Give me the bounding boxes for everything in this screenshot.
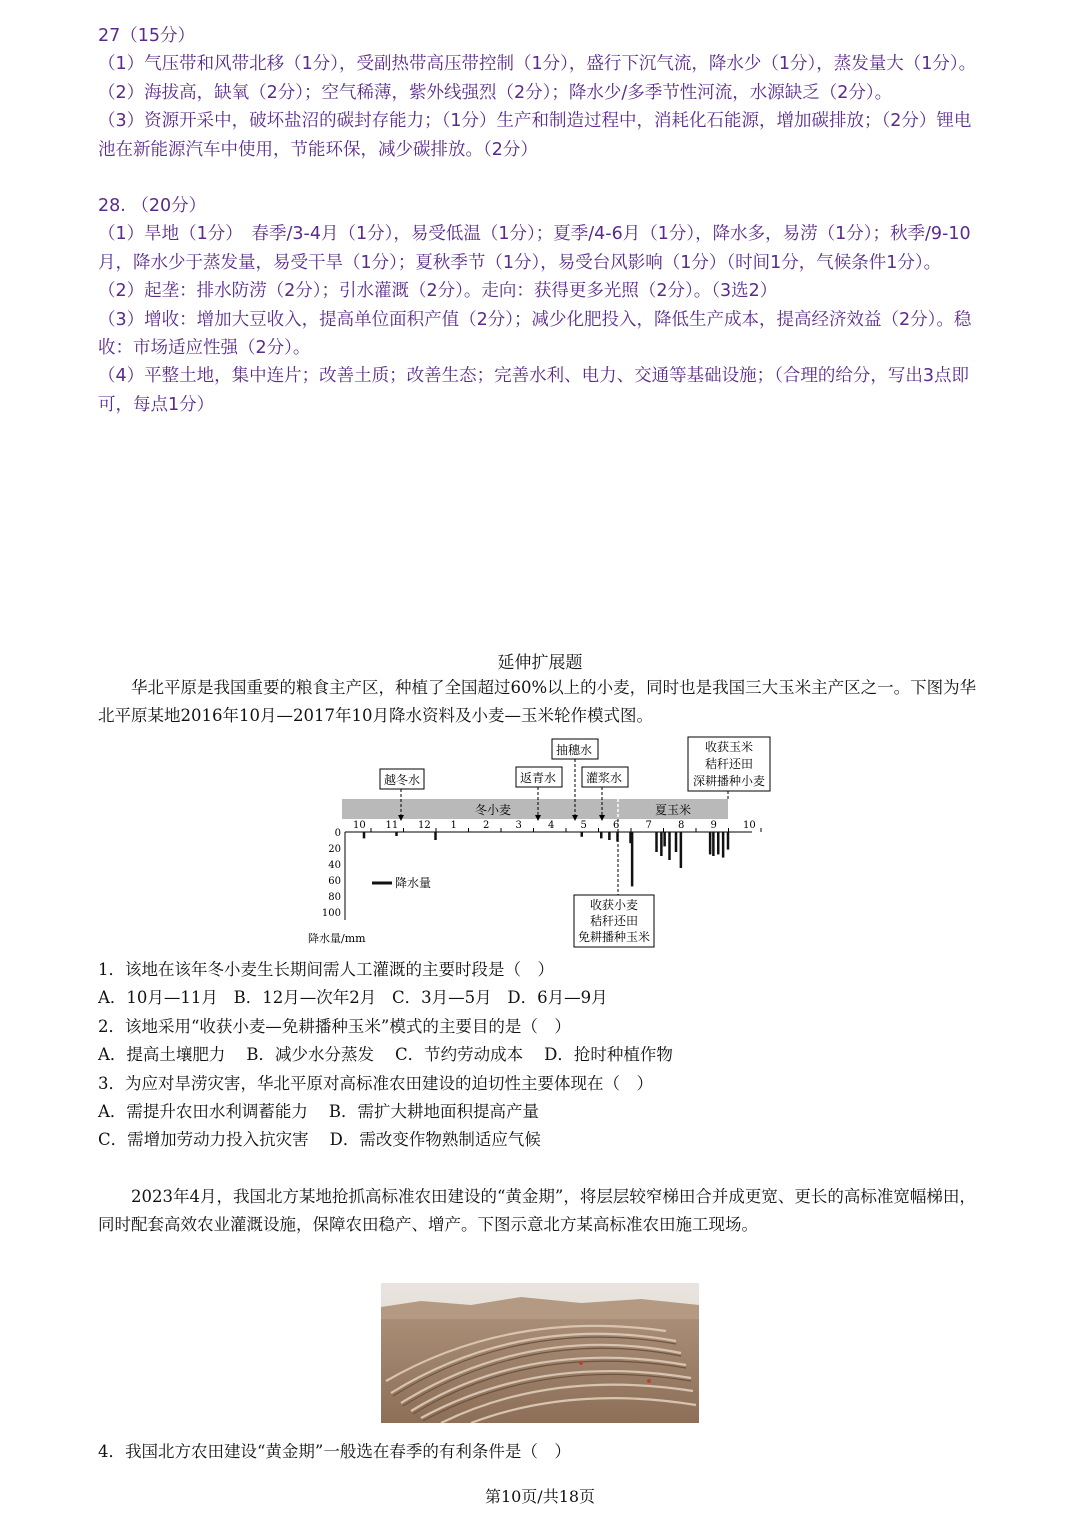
q28-line-4: （4）平整土地，集中连片；改善土质；改善生态；完善水利、电力、交通等基础设施；（合理的给分，写出3点即可，每点1分） — [98, 366, 970, 415]
q1-option-d[interactable]: D．6月—9月 — [507, 988, 608, 1008]
y-tick-label: 100 — [321, 908, 341, 919]
q1-option-a[interactable]: A．10月—11月 — [98, 988, 218, 1008]
question-1-options — [98, 984, 988, 1012]
page-footer: 第10页/共18页 — [484, 1487, 596, 1506]
question-3-options-ab — [98, 1098, 988, 1126]
precip-bar — [727, 832, 730, 850]
corn-harvest-line: 秸秆还田 — [704, 757, 754, 771]
precip-bar — [675, 832, 678, 852]
precip-bar — [631, 832, 634, 886]
extension-title: 延伸扩展题 — [497, 653, 583, 673]
crop-label-corn: 夏玉米 — [655, 803, 692, 817]
event-label: 返青水 — [520, 771, 557, 785]
precip-bar — [608, 832, 611, 840]
x-tick-label: 4 — [548, 820, 555, 831]
q27-line-1: （1）气压带和风带北移（1分），受副热带高压带控制（1分），盛行下沉气流，降水少（1分），蒸发量大（1分）。 — [98, 54, 977, 75]
q28-line-1: （1）旱地（1分） 春季/3-4月（1分），易受低温（1分）；夏季/4-6月（1分），降水多，易涝（1分）；秋季/9-10月，降水少于蒸发量，易受干旱（1分）；夏秋季节（1分），易受台风影响（1分）（时间1分，气候条件1分）。 — [98, 224, 971, 273]
intro-paragraph-2: 2023年4月，我国北方某地抢抓高标准农田建设的“黄金期”，将层层较窄梯田合并成更宽、更长的高标准宽幅梯田，同时配套高效农业灌溉设施，保障农田稳产、增产。下图示意北方某高标准农田施工现场。 — [98, 1187, 976, 1235]
q1-option-c[interactable]: C．3月—5月 — [392, 988, 492, 1008]
x-tick-label: 8 — [678, 820, 685, 831]
event-label: 越冬水 — [384, 773, 421, 787]
x-tick-label: 3 — [515, 820, 522, 831]
question-2: 2．该地采用“收获小麦—免耕播种玉米”模式的主要目的是（ ） — [98, 1016, 571, 1036]
x-tick-label: 5 — [580, 820, 587, 831]
precip-bar — [660, 832, 663, 856]
question-3-options-cd — [98, 1126, 988, 1154]
q2-option-b[interactable]: B．减少水分蒸发 — [246, 1045, 375, 1065]
q2-option-a[interactable]: A．提高土壤肥力 — [98, 1045, 226, 1065]
precip-bar — [712, 832, 715, 856]
precip-bar — [600, 832, 603, 838]
wheat-harvest-line: 免耕播种玉米 — [577, 930, 651, 944]
precipitation-rotation-chart — [300, 735, 780, 950]
corn-harvest-line: 深耕播种小麦 — [692, 774, 766, 788]
precip-bar — [581, 832, 584, 837]
x-tick-label: 6 — [613, 820, 620, 831]
precip-bar — [668, 832, 671, 860]
y-axis-label: 降水量/mm — [308, 932, 366, 945]
corn-harvest-line: 收获玉米 — [704, 740, 754, 754]
photo-ground — [381, 1319, 699, 1423]
question-2-options — [98, 1041, 988, 1069]
question-4: 4．我国北方农田建设“黄金期”一般选在春季的有利条件是（ ） — [98, 1442, 571, 1461]
wheat-harvest-line: 收获小麦 — [589, 898, 639, 912]
q2-option-c[interactable]: C．节约劳动成本 — [395, 1045, 524, 1065]
y-tick-label: 0 — [334, 828, 341, 839]
q28-line-2: （2）起垄：排水防涝（2分）；引水灌溉（2分）。走向：获得更多光照（2分）。（3选2） — [98, 281, 778, 302]
event-label: 抽穗水 — [556, 743, 593, 757]
q28-line-3: （3）增收：增加大豆收入，提高单位面积产值（2分）；减少化肥投入，降低生产成本，提高经济效益（2分）。稳收：市场适应性强（2分）。 — [98, 309, 972, 359]
q2-option-d[interactable]: D．抢时种植作物 — [544, 1045, 673, 1065]
q1-option-b[interactable]: B．12月—次年2月 — [233, 988, 377, 1008]
y-tick-label: 60 — [328, 876, 341, 887]
answer-key — [98, 22, 988, 419]
extension-intro — [98, 674, 988, 731]
x-tick-label: 7 — [645, 820, 652, 831]
precip-bar — [363, 832, 366, 838]
y-tick-label: 20 — [328, 844, 341, 855]
q3-option-c[interactable]: C．需增加劳动力投入抗灾害 — [98, 1130, 309, 1150]
q3-option-a[interactable]: A．需提升农田水利调蓄能力 — [98, 1102, 308, 1122]
question-4-block — [98, 1438, 988, 1466]
question-1: 1．该地在该年冬小麦生长期间需人工灌溉的主要时段是（ ） — [98, 960, 554, 979]
y-tick-label: 80 — [328, 892, 341, 903]
x-tick-label: 9 — [710, 820, 717, 831]
x-tick-label: 12 — [418, 820, 431, 831]
x-tick-label: 2 — [483, 820, 490, 831]
crop-label-wheat: 冬小麦 — [475, 803, 512, 817]
precip-bar — [709, 832, 712, 854]
photo-machine-2 — [647, 1379, 651, 1383]
q3-option-d[interactable]: D．需改变作物熟制适应气候 — [329, 1130, 541, 1150]
legend-label: 降水量 — [395, 876, 432, 890]
q3-option-b[interactable]: B．需扩大耕地面积提高产量 — [328, 1102, 540, 1122]
terraced-field-photo — [381, 1283, 699, 1423]
q28-title: 28. （20分） — [98, 196, 207, 217]
question-3: 3．为应对旱涝灾害，华北平原对高标准农田建设的迫切性主要体现在（ ） — [98, 1073, 653, 1093]
precip-bar — [680, 832, 683, 868]
intro-paragraph-1: 华北平原是我国重要的粮食主产区，种植了全国超过60%以上的小麦，同时也是我国三大玉米主产区之一。下图为华北平原某地2016年10月—2017年10月降水资料及小麦—玉米轮作模式图。 — [98, 678, 977, 726]
precip-bar — [395, 832, 398, 836]
y-tick-label: 40 — [328, 860, 341, 871]
q27-title: 27（15分） — [98, 26, 196, 46]
x-tick-label: 11 — [385, 820, 399, 831]
wheat-harvest-line: 秸秆还田 — [589, 914, 639, 928]
q27-line-2: （2）海拔高，缺氧（2分）；空气稀薄，紫外线强烈（2分）；降水少/多季节性河流，水源缺乏（2分）。 — [98, 82, 893, 103]
photo-machine-1 — [579, 1361, 583, 1365]
questions-1-3 — [98, 956, 988, 1155]
x-tick-label: 10 — [743, 820, 756, 831]
x-tick-label: 10 — [353, 820, 366, 831]
x-tick-label: 1 — [450, 820, 457, 831]
precip-bar — [434, 832, 437, 840]
precip-bar — [722, 832, 725, 858]
precip-bar — [663, 832, 666, 846]
intro-2 — [98, 1183, 988, 1240]
event-label: 灌浆水 — [586, 771, 623, 785]
precip-bar — [655, 832, 658, 852]
precip-bar — [717, 832, 720, 854]
q27-line-3: （3）资源开采中，破坏盐沼的碳封存能力；（1分）生产和制造过程中，消耗化石能源，增加碳排放；（2分）锂电池在新能源汽车中使用，节能环保，减少碳排放。（2分） — [98, 111, 972, 160]
